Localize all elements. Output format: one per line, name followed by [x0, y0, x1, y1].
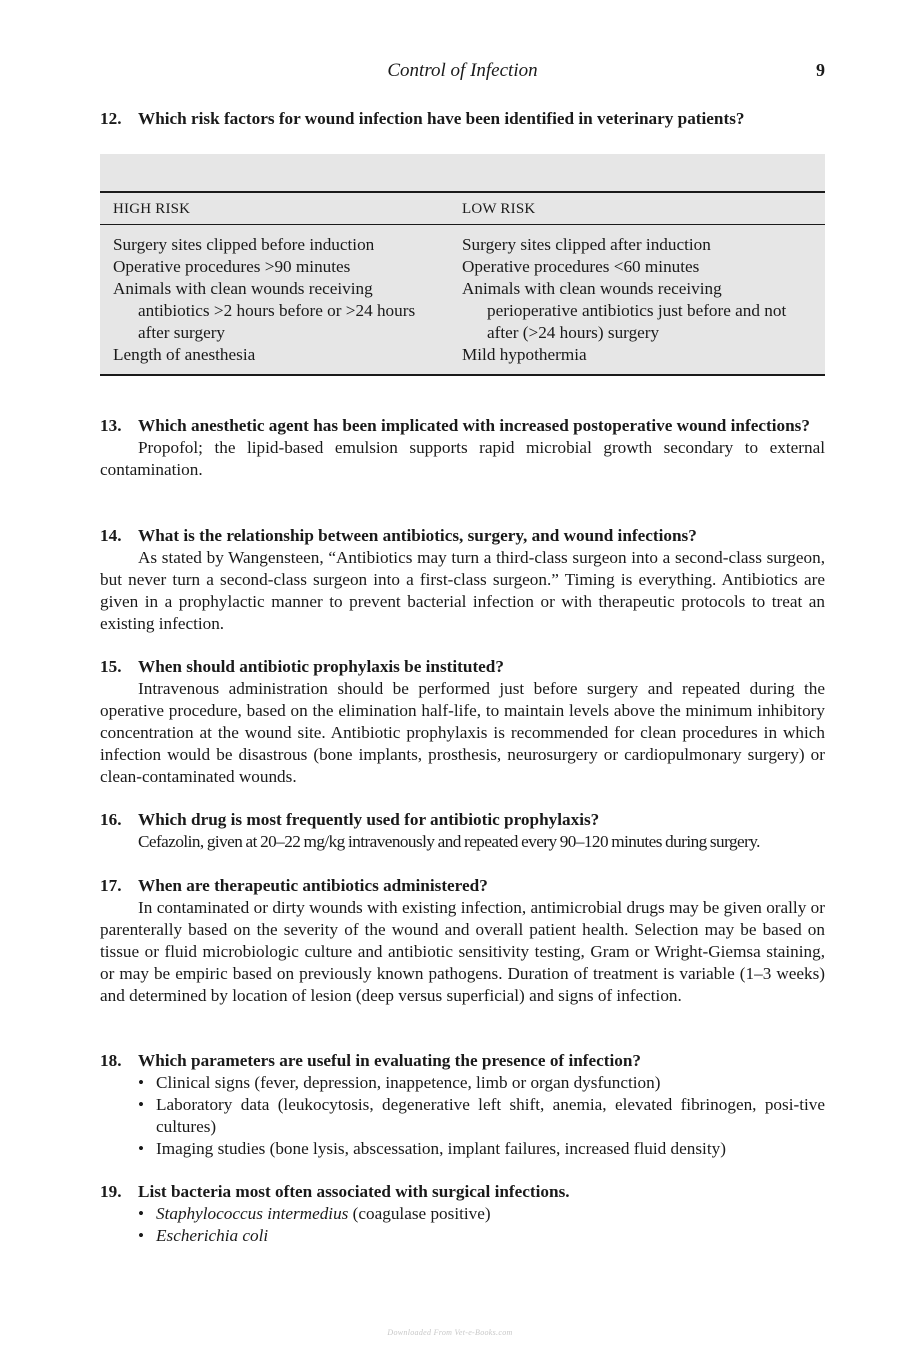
- question-19: [100, 1181, 825, 1247]
- low-risk-header: LOW RISK: [462, 201, 536, 217]
- bullet-icon: •: [138, 1073, 145, 1092]
- low-risk-column: [462, 234, 812, 366]
- question-heading: [100, 656, 825, 678]
- high-risk-column: [113, 234, 448, 366]
- bullet-icon: •: [138, 1226, 145, 1245]
- question-14: [100, 525, 825, 635]
- list-item-text: [156, 1203, 825, 1225]
- answer-paragraph: Propofol; the lipid-based emulsion supports rapid microbial growth secondary to external contamination.: [100, 438, 825, 479]
- list-item-text: Clinical signs (fever, depression, inappetence, limb or organ dysfunction): [156, 1073, 661, 1092]
- question-heading: [100, 1050, 825, 1072]
- bullet-icon: •: [138, 1139, 145, 1158]
- question-number: 16.: [100, 810, 122, 829]
- table-header-rule: [100, 224, 825, 225]
- question-number: 17.: [100, 876, 122, 895]
- question-heading: [100, 875, 825, 897]
- question-heading: [100, 108, 825, 130]
- question-13: [100, 415, 825, 481]
- list-item: [138, 1094, 825, 1138]
- organism-name: Staphylococcus intermedius: [156, 1204, 349, 1223]
- question-number: 19.: [100, 1182, 122, 1201]
- download-watermark: Downloaded From Vet-e-Books.com: [387, 1328, 513, 1337]
- question-number: 14.: [100, 526, 122, 545]
- question-text: Which drug is most frequently used for antibiotic prophylaxis?: [138, 810, 600, 829]
- low-risk-item: Animals with clean wounds receiving perioperative antibiotics just before and not after (>24 hours) surgery: [462, 279, 787, 342]
- bullet-icon: •: [138, 1204, 145, 1223]
- question-text: What is the relationship between antibiotics, surgery, and wound infections?: [138, 526, 697, 545]
- high-risk-item: Length of anesthesia: [113, 345, 256, 364]
- infection-parameters-list: [100, 1072, 825, 1160]
- risk-factor-table: [100, 154, 825, 376]
- question-number: 13.: [100, 416, 122, 435]
- question-16: [100, 809, 825, 853]
- table-bottom-rule: [100, 374, 825, 376]
- high-risk-header: HIGH RISK: [113, 201, 191, 217]
- question-heading: [100, 415, 825, 437]
- low-risk-item: Operative procedures <60 minutes: [462, 257, 700, 276]
- answer-paragraph: In contaminated or dirty wounds with existing infection, antimicrobial drugs may be given orally or parenterally based on the severity of the wound and overall patient health. Selection may be based on tissue or fluid microbiologic culture and antibiotic sensitivity testing, Gram or Wright-Giemsa staining, or may be empiric based on previously known pathogens. Duration of treatment is variable (1–3 weeks) and determined by location of lesion (deep versus superficial) and signs of infection.: [100, 898, 825, 1005]
- high-risk-item: Animals with clean wounds receiving antibiotics >2 hours before or >24 hours after surgery: [113, 279, 416, 342]
- organism-note: (coagulase positive): [348, 1204, 491, 1223]
- running-header: [100, 60, 825, 86]
- question-18: [100, 1050, 825, 1160]
- question-text: Which risk factors for wound infection have been identified in veterinary patients?: [138, 109, 745, 128]
- list-item: [138, 1072, 825, 1094]
- question-text: Which parameters are useful in evaluating the presence of infection?: [138, 1051, 642, 1070]
- list-item-text: Laboratory data (leukocytosis, degenerative left shift, anemia, elevated fibrinogen, posi-tive cultures): [156, 1095, 825, 1136]
- list-item-text: Imaging studies (bone lysis, abscessation, implant failures, increased fluid density): [156, 1139, 726, 1158]
- high-risk-item: Operative procedures >90 minutes: [113, 257, 351, 276]
- question-17: [100, 875, 825, 1007]
- page-number: 9: [816, 60, 825, 80]
- question-number: 18.: [100, 1051, 122, 1070]
- question-number: 15.: [100, 657, 122, 676]
- table-top-rule: [100, 191, 825, 193]
- answer-paragraph: As stated by Wangensteen, “Antibiotics may turn a third-class surgeon into a second-class surgeon, but never turn a second-class surgeon into a first-class surgeon.” Timing is everything. Antibiotics are given in a prophylactic manner to prevent bacterial infection or with therapeutic protocols to treat an existing infection.: [100, 548, 825, 633]
- question-text: Which anesthetic agent has been implicated with increased postoperative wound infections?: [138, 416, 810, 435]
- question-number: 12.: [100, 109, 122, 128]
- running-title: Control of Infection: [387, 60, 538, 81]
- bullet-icon: •: [138, 1095, 145, 1114]
- low-risk-item: Mild hypothermia: [462, 345, 587, 364]
- list-item: [138, 1225, 825, 1247]
- question-text: List bacteria most often associated with surgical infections.: [138, 1182, 570, 1201]
- list-item: [138, 1138, 825, 1160]
- low-risk-item: Surgery sites clipped after induction: [462, 235, 711, 254]
- question-15: [100, 656, 825, 788]
- list-item-text: [156, 1225, 825, 1247]
- question-text: When are therapeutic antibiotics administered?: [138, 876, 488, 895]
- bacteria-list: [100, 1203, 825, 1247]
- question-text: When should antibiotic prophylaxis be instituted?: [138, 657, 504, 676]
- question-heading: [100, 525, 825, 547]
- organism-name: Escherichia coli: [156, 1226, 269, 1245]
- question-heading: [100, 809, 825, 831]
- answer-paragraph: Intravenous administration should be performed just before surgery and repeated during the operative procedure, based on the elimination half-life, to maintain levels above the minimum inhibitory concentration at the wound site. Antibiotic prophylaxis is recommended for clean procedures in which infection would be disastrous (bone implants, prosthesis, neurosurgery or cardiopulmonary surgery) or clean-contaminated wounds.: [100, 679, 825, 786]
- question-heading: [100, 1181, 825, 1203]
- list-item: [138, 1203, 825, 1225]
- high-risk-item: Surgery sites clipped before induction: [113, 235, 375, 254]
- answer-paragraph: Cefazolin, given at 20–22 mg/kg intravenously and repeated every 90–120 minutes during surgery.: [138, 832, 760, 851]
- question-12: [100, 108, 825, 130]
